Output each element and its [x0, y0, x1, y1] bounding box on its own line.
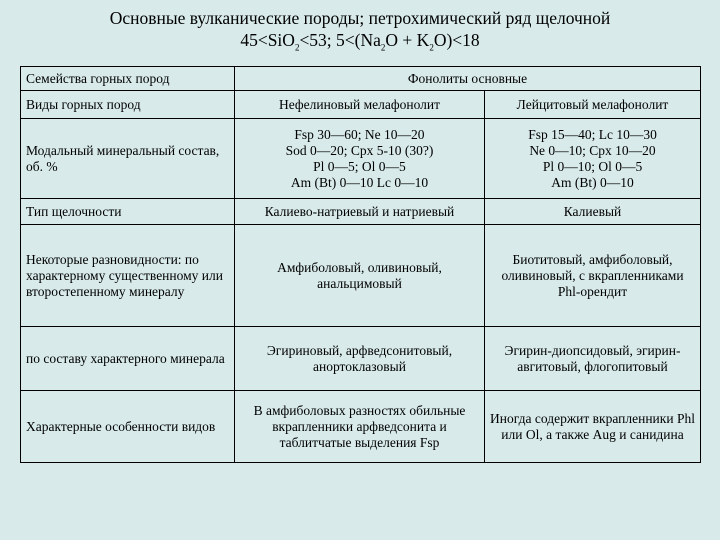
subscript: 2: [429, 42, 434, 53]
species-nepheline: Нефелиновый мелафонолит: [235, 91, 485, 119]
title-seg: <53; 5<(Na: [299, 30, 381, 50]
mineral-composition-col1: Эгириновый, арфведсонитовый, анортоклазовый: [235, 327, 485, 391]
varieties-col1: Амфиболовый, оливиновый, анальцимовый: [235, 225, 485, 327]
table-row: [21, 199, 701, 225]
alkalinity-col1: Калиево-натриевый и натриевый: [235, 199, 485, 225]
subscript: 2: [380, 42, 386, 53]
varieties-col2: Биотитовый, амфиболовый, оливиновый, с вкрапленниками Phl-орендит: [485, 225, 701, 327]
features-col2: Иногда содержит вкрапленники Phl или Ol, а также Aug и санидина: [485, 391, 701, 463]
table-row: [21, 327, 701, 391]
title-seg: O + K: [385, 30, 430, 50]
composition-line: Ne 0—10; Cpx 10—20: [529, 142, 656, 158]
row-label: Семейства горных пород: [21, 67, 235, 91]
subscript: 2: [294, 42, 300, 53]
table-row: [21, 391, 701, 463]
composition-line: Fsp 15—40; Lc 10—30: [528, 126, 657, 142]
title-seg: 45<SiO: [240, 30, 295, 50]
composition-line: Sod 0—20; Cpx 5-10 (30?): [285, 142, 434, 158]
page-title: [20, 7, 700, 51]
title-line-1: Основные вулканические породы; петрохимический ряд щелочной: [109, 8, 611, 28]
row-label: Тип щелочности: [21, 199, 235, 225]
alkalinity-col2: Калиевый: [485, 199, 701, 225]
row-label: Виды горных пород: [21, 91, 235, 119]
row-label: Модальный минеральный состав, об. %: [21, 119, 235, 199]
features-col1: В амфиболовых разностях обильные вкрапленники арфведсонита и таблитчатые выделения Fsp: [235, 391, 485, 463]
row-label: Характерные особенности видов: [21, 391, 235, 463]
table-row: [21, 67, 701, 91]
species-leucite: Лейцитовый мелафонолит: [485, 91, 701, 119]
rock-table: [20, 66, 701, 463]
title-seg: O)<18: [433, 30, 480, 50]
mineral-composition-col2: Эгирин-диопсидовый, эгирин-авгитовый, флогопитовый: [485, 327, 701, 391]
modal-composition-col1: [235, 119, 485, 199]
table-row: [21, 91, 701, 119]
composition-line: Am (Bt) 0—10: [551, 174, 634, 190]
composition-line: Pl 0—10; Ol 0—5: [542, 158, 643, 174]
composition-line: Am (Bt) 0—10 Lc 0—10: [290, 174, 429, 190]
title-line-2: [20, 29, 700, 51]
family-value: Фонолиты основные: [235, 67, 701, 91]
table-row: [21, 225, 701, 327]
row-label: Некоторые разновидности: по характерному существенному или второстепенному минералу: [21, 225, 235, 327]
composition-line: Pl 0—5; Ol 0—5: [313, 158, 406, 174]
modal-composition-col2: [485, 119, 701, 199]
row-label: по составу характерного минерала: [21, 327, 235, 391]
composition-line: Fsp 30—60; Ne 10—20: [294, 126, 425, 142]
table-row: [21, 119, 701, 199]
